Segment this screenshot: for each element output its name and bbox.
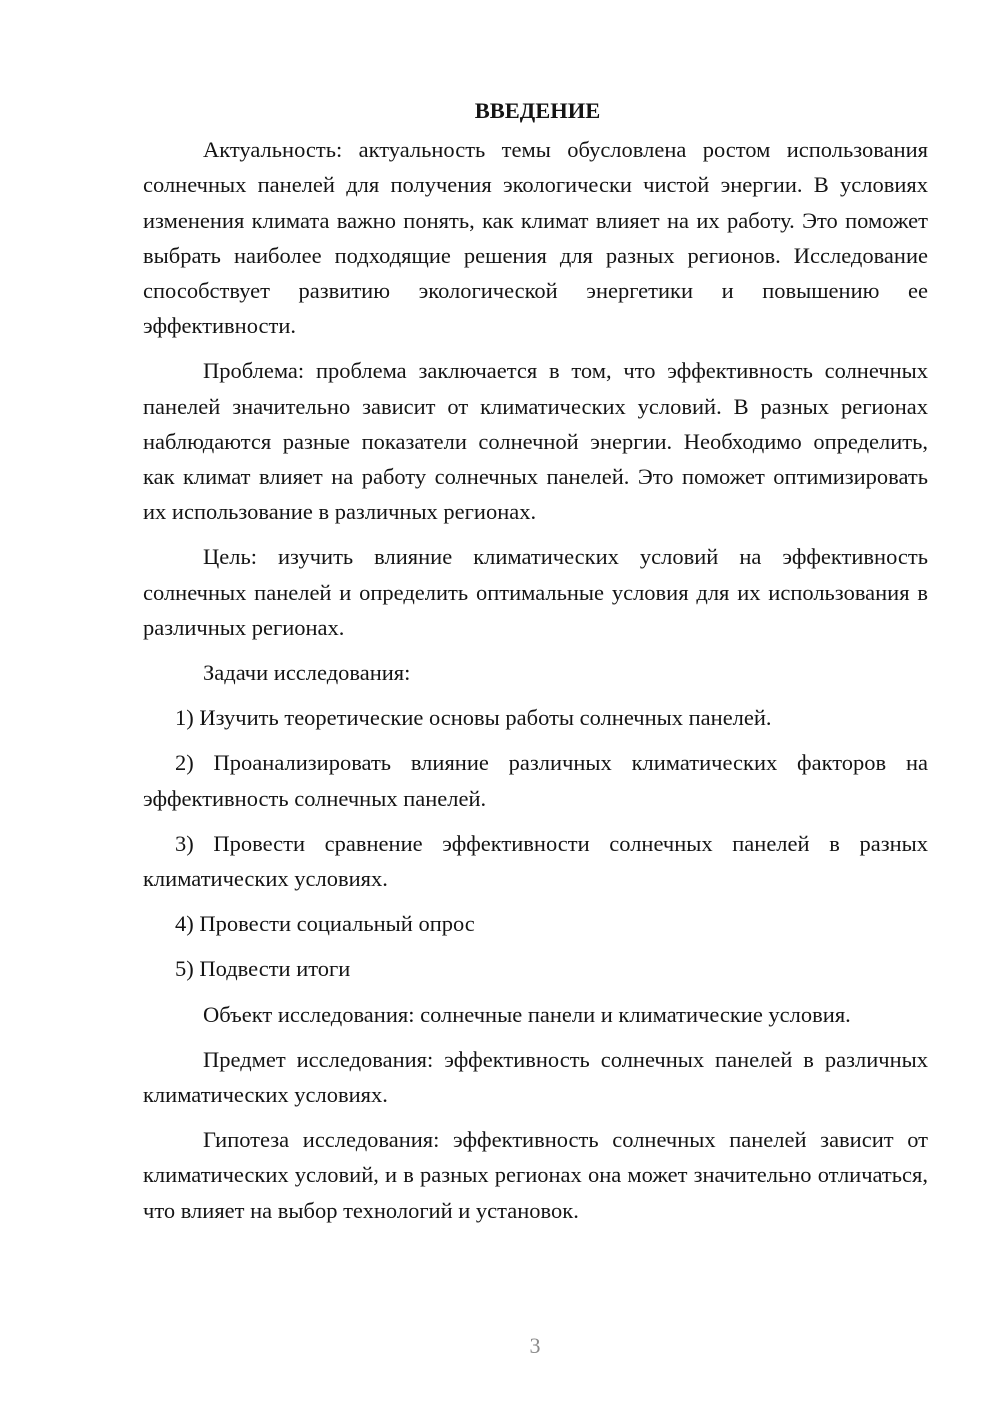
task-item-4: 4) Провести социальный опрос: [175, 911, 475, 937]
tasks-list: [143, 700, 928, 986]
section-title: ВВЕДЕНИЕ: [474, 98, 601, 123]
page-body: [143, 93, 928, 1238]
paragraph-goal: Цель: изучить влияние климатических условий на эффективность солнечных панелей и определить оптимальные условия для их использования в различных регионах.: [143, 544, 928, 640]
tasks-heading: Задачи исследования:: [203, 660, 411, 686]
task-item-1: 1) Изучить теоретические основы работы солнечных панелей.: [175, 705, 772, 731]
paragraph-problem: Проблема: проблема заключается в том, что эффективность солнечных панелей значительно зависит от климатических условий. В разных регионах наблюдаются разные показатели солнечной энергии. Необходимо определить, как климат влияет на работу солнечных панелей. Это поможет оптимизировать их использование в различных регионах.: [143, 358, 928, 525]
page-number: 3: [529, 1333, 541, 1358]
paragraph-subject: Предмет исследования: эффективность солнечных панелей в различных климатических условиях.: [143, 1046, 928, 1108]
task-item-3: 3) Провести сравнение эффективности солнечных панелей в разных климатических условиях.: [143, 830, 928, 892]
paragraph-relevance: Актуальность: актуальность темы обусловлена ростом использования солнечных панелей для получения экологически чистой энергии. В условиях изменения климата важно понять, как климат влияет на их работу. Это поможет выбрать наиболее подходящие решения для разных регионов. Исследование способствует развитию экологической энергетики и повышению ее эффективности.: [143, 137, 928, 339]
paragraph-object: Объект исследования: солнечные панели и климатические условия.: [203, 1001, 851, 1027]
task-item-5: 5) Подвести итоги: [175, 956, 351, 982]
paragraph-hypothesis: Гипотеза исследования: эффективность солнечных панелей зависит от климатических условий, и в разных регионах она может значительно отличаться, что влияет на выбор технологий и установок.: [143, 1127, 928, 1223]
task-item-2: 2) Проанализировать влияние различных климатических факторов на эффективность солнечных панелей.: [143, 750, 928, 811]
